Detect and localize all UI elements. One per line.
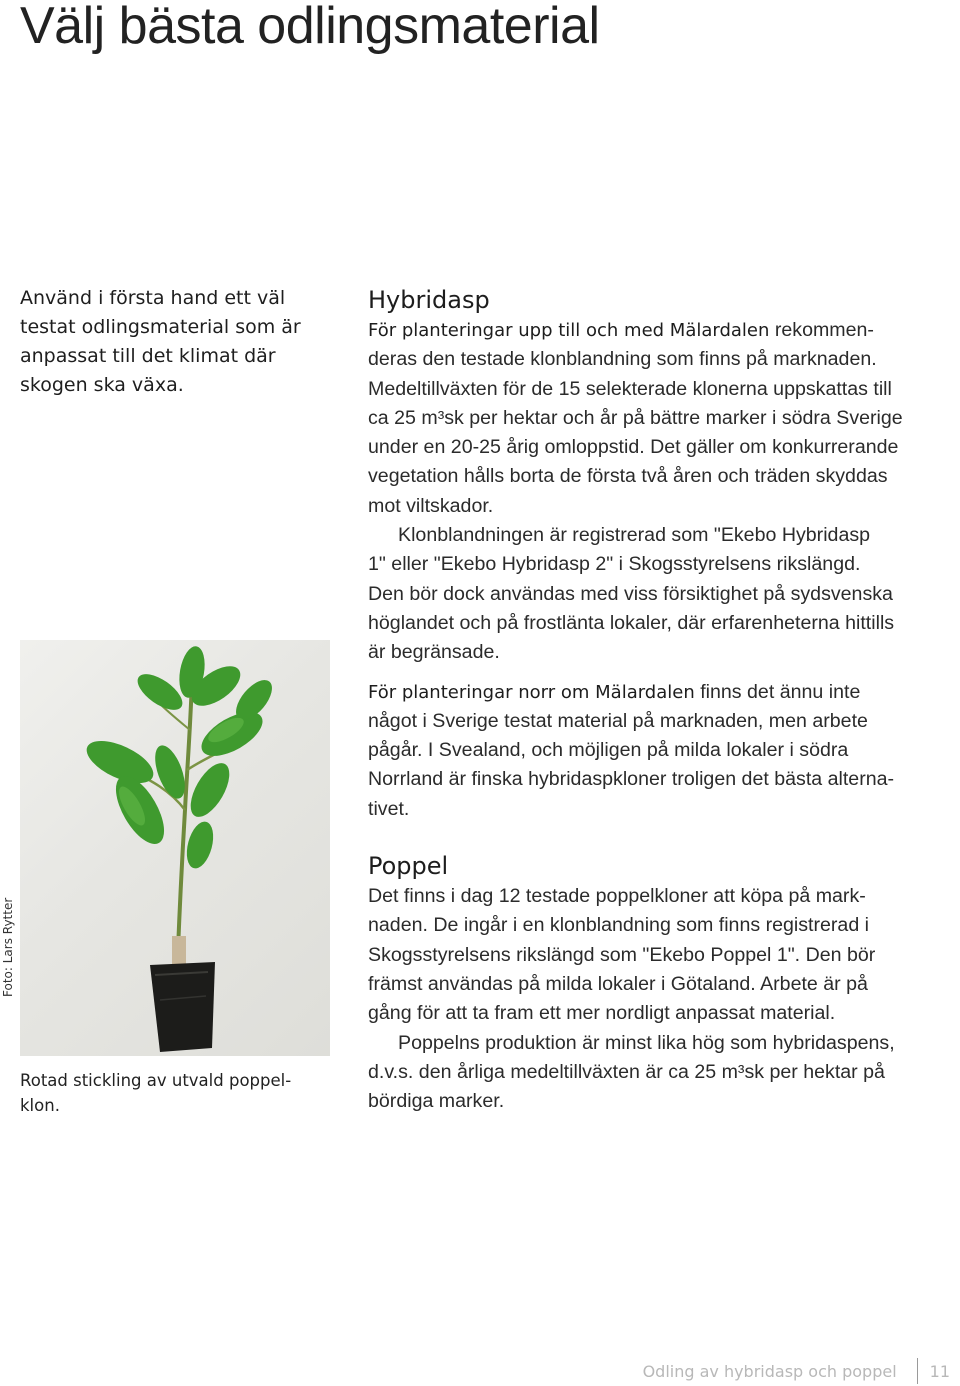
page-number: 11 — [929, 1361, 950, 1381]
intro-text — [20, 284, 325, 400]
body-line: Klonblandningen är registrerad som "Ekebo Hybridasp — [398, 524, 871, 547]
body-line: ca 25 m³sk per hektar och år på bättre marker i södra Sverige — [368, 406, 903, 429]
caption-line: Rotad stickling av utvald poppel- — [20, 1071, 292, 1090]
photo-credit: Foto: Lars Rytter — [1, 897, 15, 997]
body-line: Det finns i dag 12 testade poppelkloner att köpa på mark- — [368, 885, 866, 908]
body-text: finns det ännu inte — [700, 680, 861, 703]
body-line: främst användas på milda lokaler i Götaland. Arbete är på — [368, 972, 868, 995]
body-line: 1" eller "Ekebo Hybridasp 2" i Skogsstyrelsens rikslängd. — [368, 553, 861, 576]
body-line: Den bör dock användas med viss försiktighet på sydsvenska — [368, 582, 893, 605]
intro-line: anpassat till det klimat där — [20, 345, 276, 367]
seedling-photo — [20, 640, 330, 1056]
body-line: vegetation hålls borta de första två åren och träden skyddas — [368, 465, 888, 488]
poppel-heading: Poppel — [368, 852, 449, 881]
body-line: tivet. — [368, 797, 410, 820]
hybridasp-heading: Hybridasp — [368, 286, 490, 314]
body-line: under en 20-25 årig omloppstid. Det gäller om konkurrerande — [368, 436, 899, 459]
body-line: Poppelns produktion är minst lika hög som hybridaspens, — [398, 1031, 895, 1054]
footer-divider — [917, 1358, 918, 1384]
photo-caption — [20, 1068, 320, 1118]
body-line: Norrland är finska hybridaspkloner troligen det bästa alterna- — [368, 768, 895, 791]
body-line: mot viltskador. — [368, 494, 494, 517]
body-line: Skogsstyrelsens rikslängd som "Ekebo Poppel 1". Den bör — [368, 943, 876, 966]
seedling-illustration — [20, 640, 330, 1056]
body-line: är begränsade. — [368, 641, 500, 664]
intro-line: skogen ska växa. — [20, 374, 184, 396]
body-line: höglandet och på frostlänta lokaler, där erfarenheterna hittills — [368, 611, 895, 634]
hybridasp-lead-north: För planteringar norr om Mälardalen — [368, 681, 695, 703]
caption-line: klon. — [20, 1096, 60, 1115]
body-line: pågår. I Svealand, och möjligen på milda lokaler i södra — [368, 739, 849, 762]
body-line: gång för att ta fram ett mer nordligt anpassat material. — [368, 1002, 836, 1025]
hybridasp-lead-south: För planteringar upp till och med Mälardalen — [368, 320, 770, 341]
body-line: Medeltillväxten för de 15 selekterade klonerna uppskattas till — [368, 377, 892, 400]
page-footer — [643, 1356, 950, 1386]
body-line: något i Sverige testat material på marknaden, men arbete — [368, 709, 868, 732]
body-text: rekommen- — [774, 319, 874, 341]
intro-line: testat odlingsmaterial som är — [20, 316, 301, 338]
body-line — [368, 316, 958, 345]
body-line — [368, 678, 958, 707]
body-line: d.v.s. den årliga medeltillväxten är ca 25 m³sk per hektar på — [368, 1060, 885, 1083]
body-line: bördiga marker. — [368, 1090, 505, 1113]
intro-line: Använd i första hand ett väl — [20, 287, 286, 309]
footer-running-title: Odling av hybridasp och poppel — [642, 1361, 897, 1381]
page-title: Välj bästa odlingsmaterial — [20, 0, 600, 55]
body-line: naden. De ingår i en klonblandning som finns registrerad i — [368, 914, 870, 937]
main-column — [368, 284, 958, 1116]
body-line: deras den testade klonblandning som finns på marknaden. — [368, 348, 877, 371]
